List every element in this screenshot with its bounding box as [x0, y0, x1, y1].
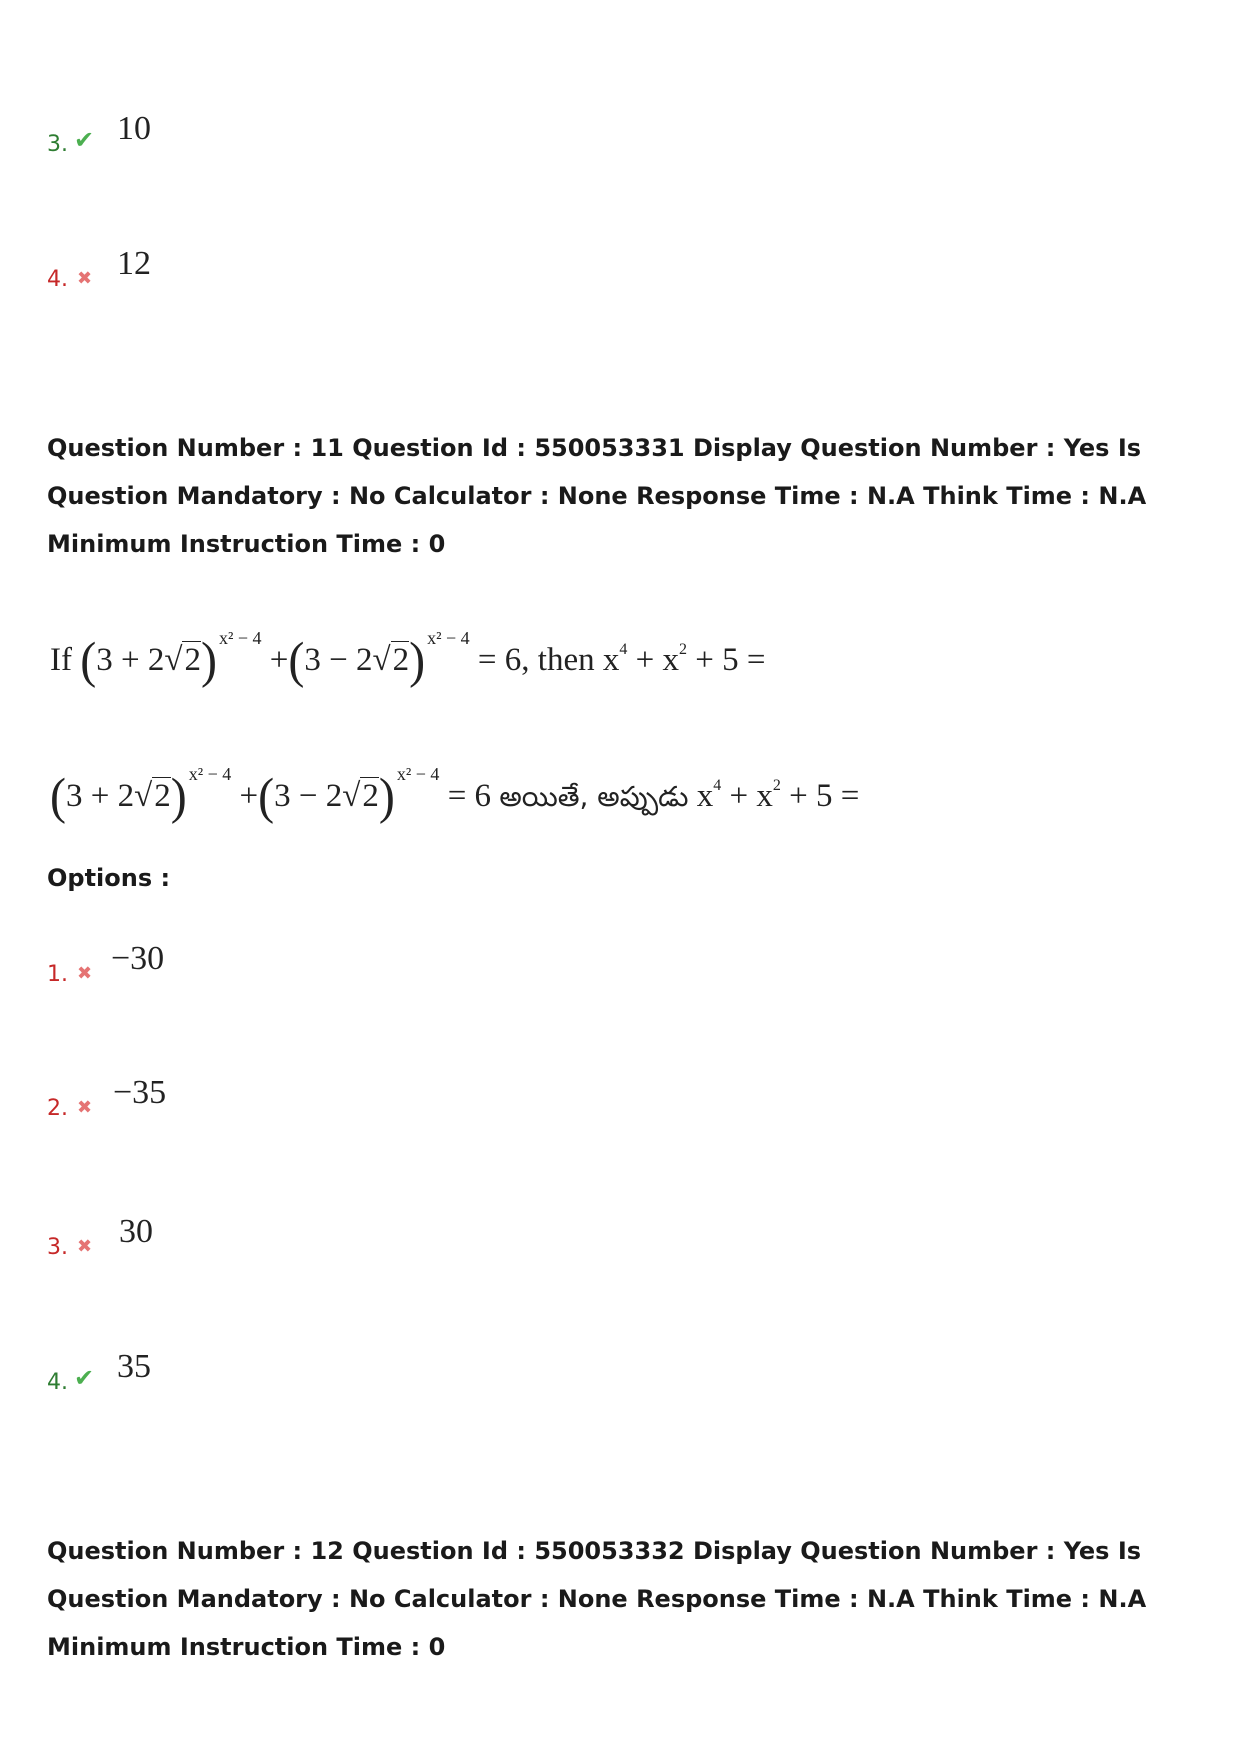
option-number: 3. [47, 132, 68, 157]
prev-option-3 [47, 110, 447, 160]
option-value: 30 [119, 1213, 153, 1250]
cross-icon: ✖ [77, 963, 93, 984]
radicand-1: 2 [154, 778, 171, 814]
cross-icon: ✖ [77, 268, 93, 289]
options-label: Options : [47, 864, 171, 892]
option-value: 10 [117, 110, 151, 147]
end-text: + 5 = [780, 778, 860, 814]
close-paren: ) [409, 632, 426, 689]
open-paren: ( [288, 632, 305, 689]
question-11-header: Question Number : 11 Question Id : 550053331 Display Question Number : Yes Is Question Mandatory : No Calculator : None Response Time : N.A Think Time : N.A Minimum Instruction Time : 0 [47, 434, 1147, 558]
base-2: 3 − 2 [274, 778, 343, 814]
radicand-1: 2 [184, 642, 201, 678]
telugu-text: అయితే, అప్పుడు [499, 780, 689, 813]
option-value: −35 [113, 1074, 167, 1111]
check-icon: ✔ [74, 126, 95, 154]
sqrt-symbol: √ [134, 778, 153, 814]
prev-option-4 [47, 245, 447, 295]
base-2: 3 − 2 [304, 642, 373, 678]
sqrt-symbol: √ [164, 642, 183, 678]
plus-sign: + [239, 778, 259, 814]
option-number: 3. [47, 1235, 68, 1260]
option-3 [47, 1213, 447, 1263]
option-2 [47, 1074, 447, 1124]
question-11-telugu [50, 764, 859, 824]
question-12-header: Question Number : 12 Question Id : 550053332 Display Question Number : Yes Is Question Mandatory : No Calculator : None Response Time : N.A Think Time : N.A Minimum Instruction Time : 0 [47, 1537, 1147, 1661]
equals-text: = 6 [447, 778, 500, 814]
power-2: 2 [772, 777, 781, 794]
check-icon: ✔ [74, 1364, 95, 1392]
option-number: 1. [47, 962, 68, 987]
exponent-1: x² − 4 [218, 628, 262, 648]
option-number: 4. [47, 267, 68, 292]
option-value: −30 [111, 940, 165, 977]
base-1: 3 + 2 [65, 778, 135, 814]
option-number: 2. [47, 1096, 68, 1121]
open-paren: ( [80, 632, 97, 689]
plus-sign: + [269, 642, 289, 678]
end-text: + 5 = [686, 642, 766, 678]
exponent-2: x² − 4 [396, 764, 440, 784]
x-text: x [688, 778, 714, 814]
option-1 [47, 940, 447, 990]
if-text: If [50, 642, 72, 678]
open-paren: ( [50, 768, 66, 825]
close-paren: ) [170, 768, 187, 825]
option-value: 35 [117, 1348, 151, 1385]
sqrt-symbol: √ [342, 778, 361, 814]
cross-icon: ✖ [77, 1097, 93, 1118]
exponent-1: x² − 4 [188, 764, 232, 784]
power-4: 4 [619, 641, 628, 658]
cross-icon: ✖ [77, 1236, 93, 1257]
option-value: 12 [117, 245, 151, 282]
power-2: 2 [678, 641, 687, 658]
radicand-2: 2 [392, 642, 410, 678]
power-4: 4 [713, 777, 722, 794]
close-paren: ) [378, 768, 395, 825]
open-paren: ( [258, 768, 275, 825]
question-11-english [50, 628, 765, 688]
radicand-2: 2 [362, 778, 379, 814]
option-number: 4. [47, 1370, 68, 1395]
option-4 [47, 1348, 447, 1398]
equals-text: = 6, then x [477, 642, 620, 678]
close-paren: ) [200, 632, 217, 689]
sqrt-symbol: √ [372, 642, 391, 678]
mid-text: + x [721, 778, 773, 814]
base-1: 3 + 2 [96, 642, 165, 678]
mid-text: + x [627, 642, 679, 678]
exponent-2: x² − 4 [427, 628, 470, 648]
